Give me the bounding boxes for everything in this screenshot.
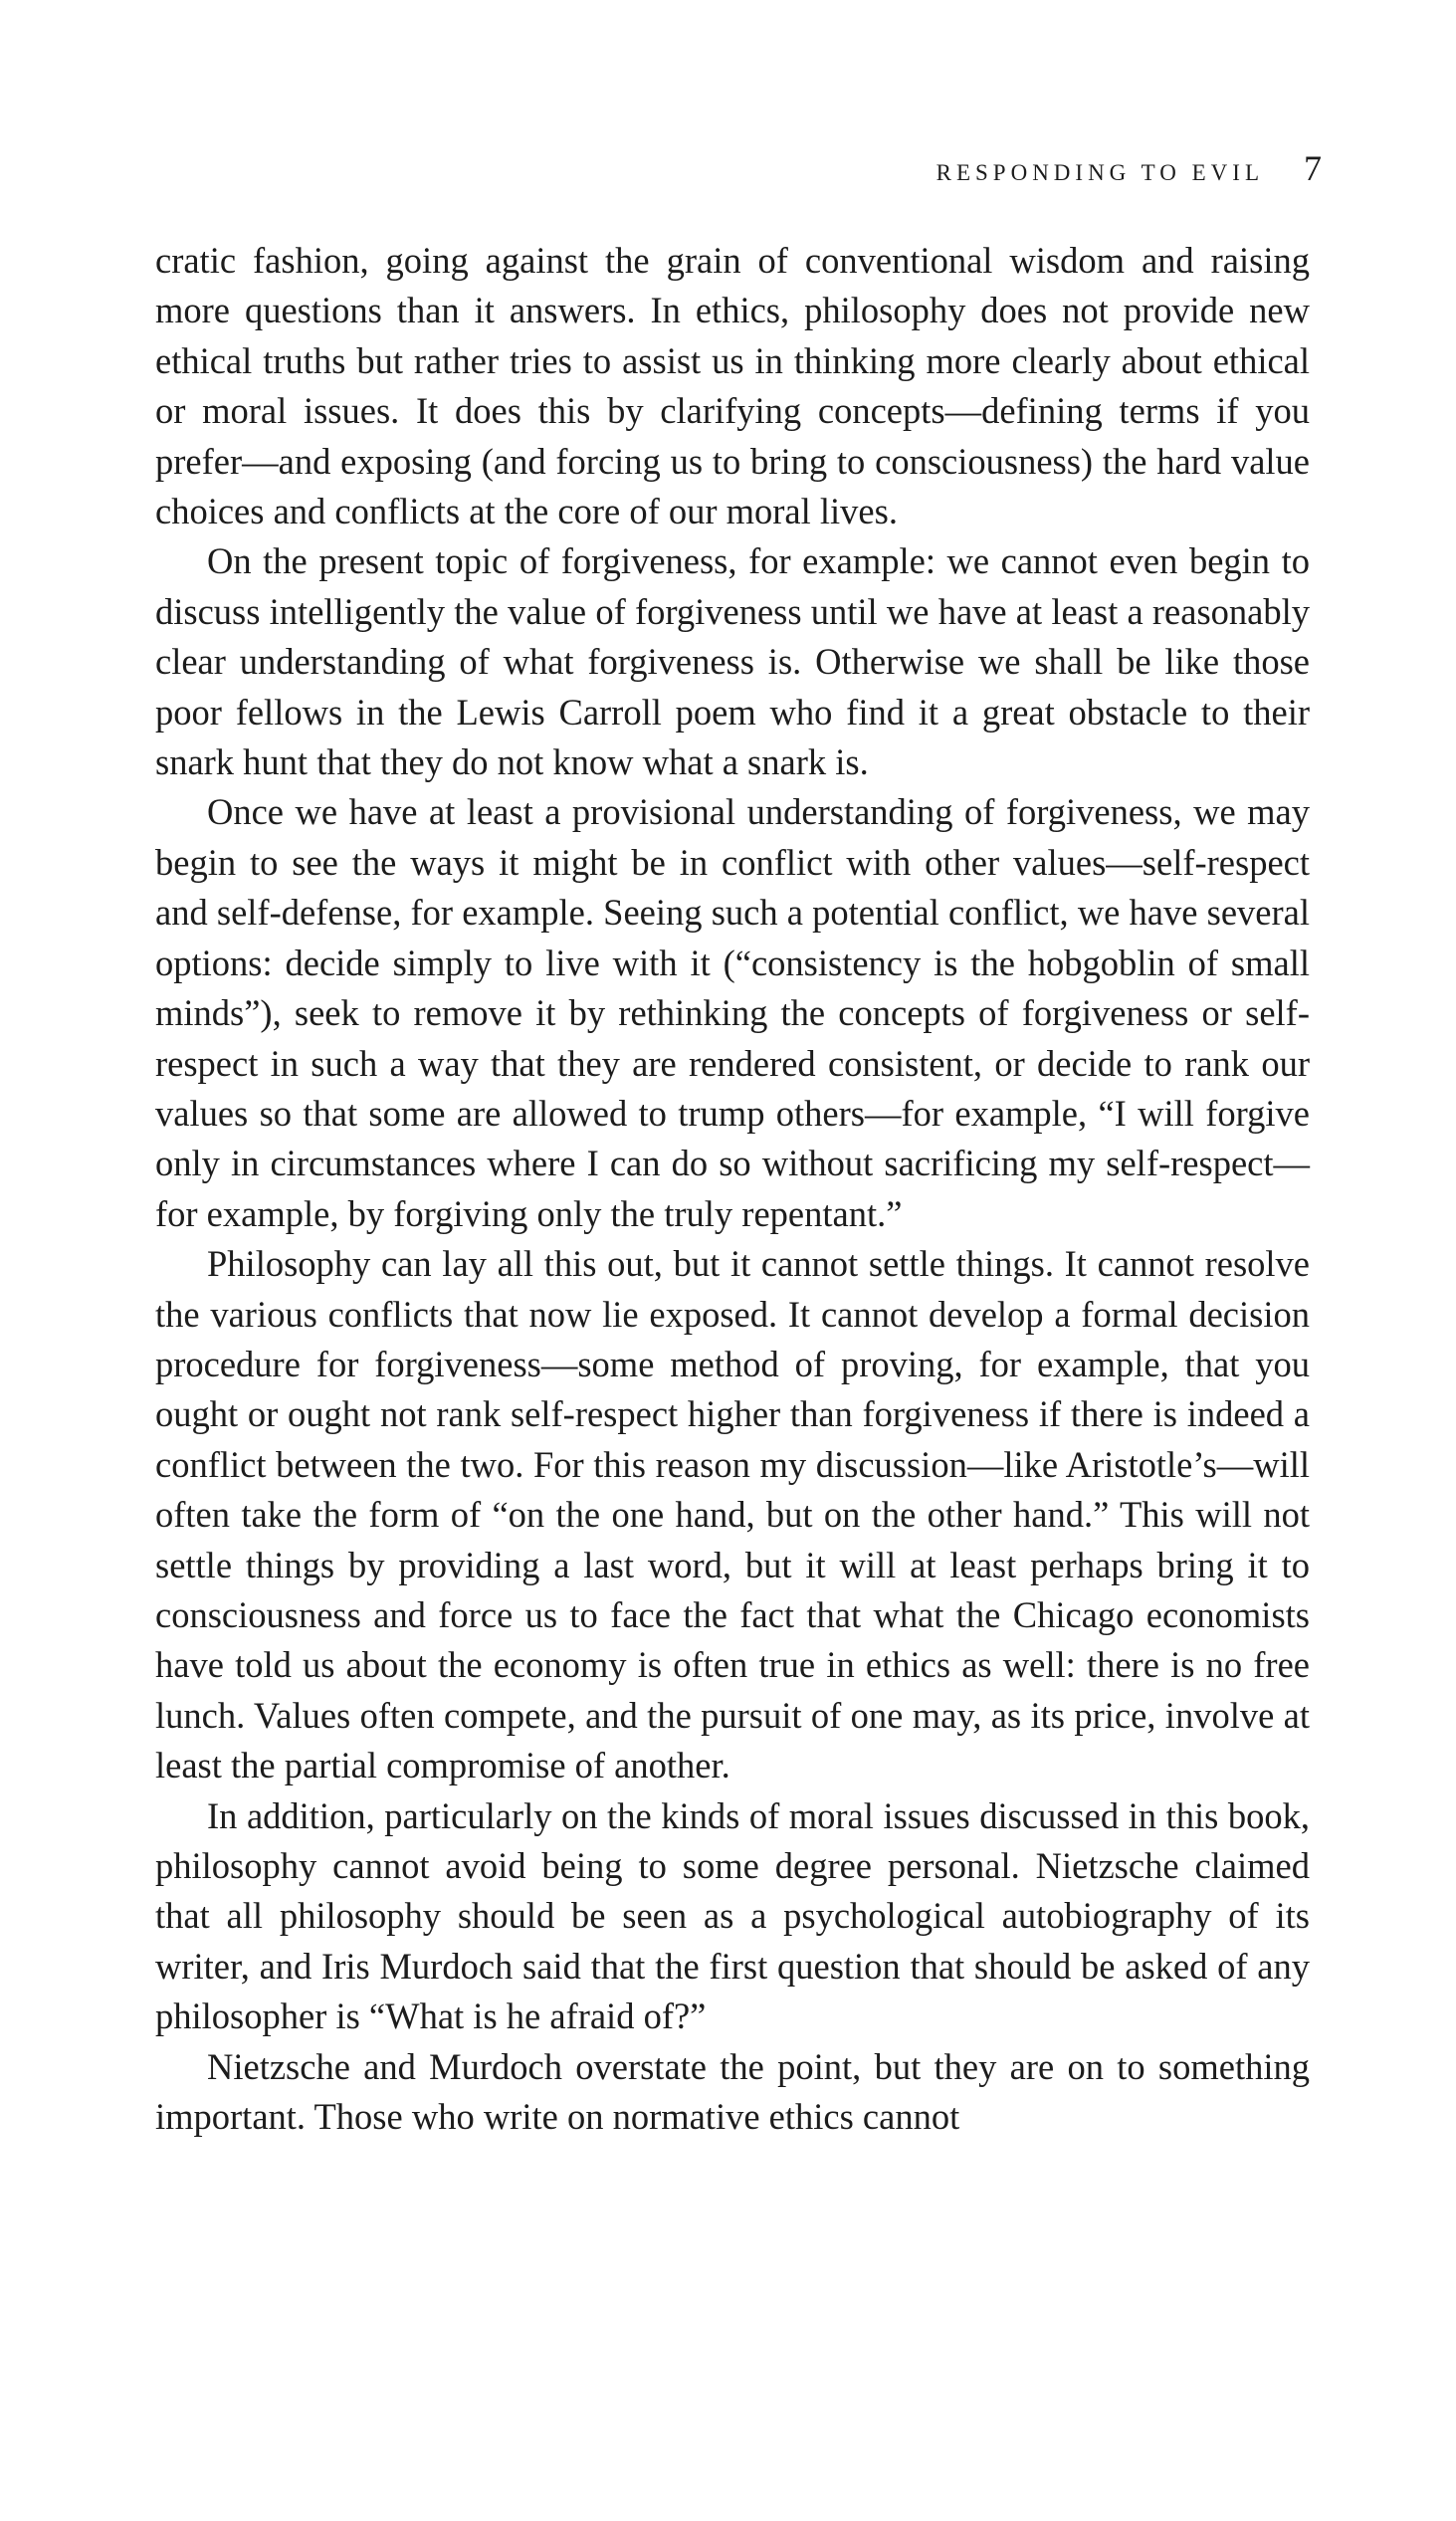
paragraph: Philosophy can lay all this out, but it cannot settle things. It cannot resolve the various conflicts that now lie exposed. It cannot develop a formal decision procedure for forgiveness—some method of proving, for example, that you ought or ought not rank self-respect higher than forgiveness if there is indeed a conflict between the two. For this reason my discussion—like Aristotle’s—will often take the form of “on the one hand, but on the other hand.” This will not settle things by providing a last word, but it will at least perhaps bring it to consciousness and force us to face the fact that what the Chicago economists have told us about the economy is often true in ethics as well: there is no free lunch. Values often compete, and the pursuit of one may, as its price, involve at least the partial compromise of another. [155,1243,1310,1786]
page-number: 7 [1304,148,1322,188]
paragraph: On the present topic of forgiveness, for example: we cannot even begin to discuss intelligently the value of forgiveness until we have at least a reasonably clear understanding of what forgiveness is. Otherwise we shall be like those poor fellows in the Lewis Carroll poem who find it a great obstacle to their snark hunt that they do not know what a snark is. [155,540,1310,783]
running-head [936,147,1322,189]
running-title: RESPONDING TO EVIL [936,160,1264,185]
paragraph: Once we have at least a provisional understanding of forgiveness, we may begin to see the ways it might be in conflict with other values—self-respect and self-defense, for example. Seeing such a potential conflict, we have several options: decide simply to live with it (“consistency is the hobgoblin of small minds”), seek to remove it by rethinking the concepts of forgiveness or self-respect in such a way that they are rendered consistent, or decide to rank our values so that some are allowed to trump others—for example, “I will forgive only in circumstances where I can do so without sacrificing my self-respect—for example, by forgiving only the truly repentant.” [155,791,1310,1234]
paragraph-continued: cratic fashion, going against the grain of conventional wisdom and raising more questions than it answers. In ethics, philosophy does not provide new ethical truths but rather tries to assist us in thinking more clearly about ethical or moral issues. It does this by clarifying concepts—defining terms if you prefer—and exposing (and forcing us to bring to consciousness) the hard value choices and conflicts at the core of our moral lives. [155,240,1310,532]
body-text [155,236,1310,2142]
paragraph: In addition, particularly on the kinds of moral issues discussed in this book, philosophy cannot avoid being to some degree personal. Nietzsche claimed that all philosophy should be seen as a psychological autobiography of its writer, and Iris Murdoch said that the first question that should be asked of any philosopher is “What is he afraid of?” [155,1794,1310,2037]
paragraph: Nietzsche and Murdoch overstate the point, but they are on to something important. Those who write on normative ethics cannot [155,2045,1310,2138]
